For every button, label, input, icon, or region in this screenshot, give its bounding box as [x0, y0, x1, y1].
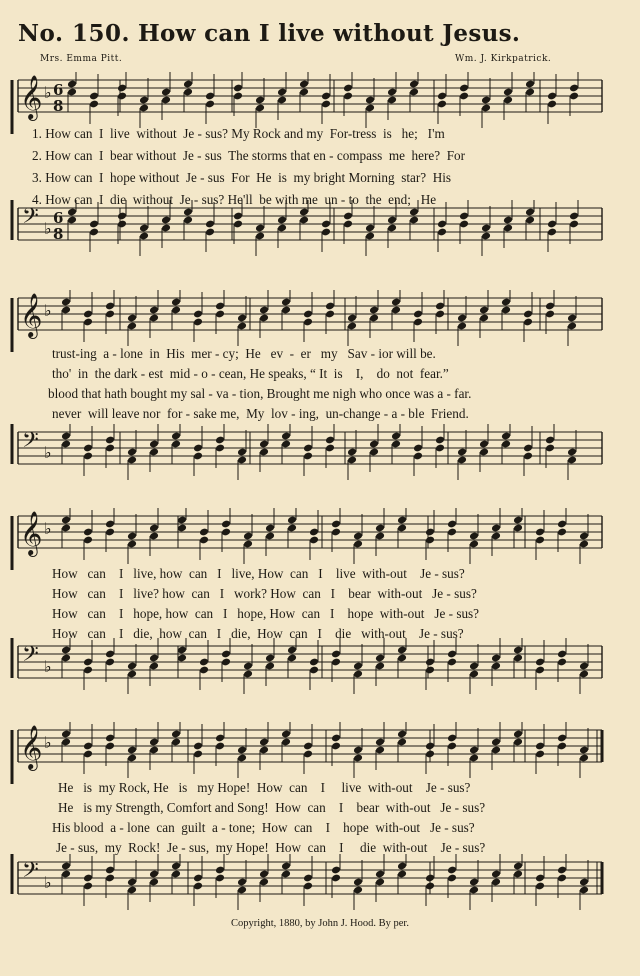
svg-text:𝄢: 𝄢 [22, 204, 39, 234]
lyric-verse-3: blood that hath bought my sal - va - tion, Brought me nigh who once was a - far. [48, 386, 472, 401]
svg-text:𝄞: 𝄞 [20, 293, 43, 337]
lyric-verse-1: trust-ing a - lone in His mer - cy; He ev - er my Sav - ior will be. [52, 346, 436, 361]
lyric-verse-2: How can I live? how can I work? How can I bear with-out Je - sus? [52, 586, 477, 601]
svg-text:𝄞: 𝄞 [20, 75, 43, 119]
lyric-verse-1: How can I live, how can I live, How can I live with-out Je - sus? [52, 566, 465, 581]
svg-text:6: 6 [53, 209, 64, 227]
svg-text:♭: ♭ [44, 733, 52, 752]
svg-text:♭: ♭ [44, 219, 52, 238]
svg-text:♭: ♭ [44, 443, 52, 462]
lyric-verse-2: tho' in the dark - est mid - o - cean, He speaks, “ It is I, do not fear.” [52, 366, 449, 381]
lyric-verse-4: Je - sus, my Rock! Je - sus, my Hope! How can I die with-out Je - sus? [56, 840, 486, 855]
system-2-bass-staff [0, 424, 640, 486]
lyric-verse-4: How can I die, how can I die, How can I die with-out Je - sus? [52, 626, 464, 641]
lyric-verse-4: 4. How can I die without Je - sus? He'll be with me un - to the end; He [32, 192, 437, 207]
composer-credit: Wm. J. Kirkpatrick. [455, 54, 552, 64]
hymn-title: How can I live without Jesus. [138, 20, 521, 47]
system-3-bass-staff [0, 638, 640, 700]
svg-text:♭: ♭ [44, 83, 52, 102]
hymn-number: No. 150. [18, 20, 130, 47]
lyric-verse-4: never will leave nor for - sake me, My lov - ing, un-change - a - ble Friend. [52, 406, 469, 421]
system-4-bass-staff [0, 854, 640, 916]
svg-text:𝄢: 𝄢 [22, 642, 39, 672]
hymn-header [18, 18, 624, 50]
svg-text:♭: ♭ [44, 873, 52, 892]
svg-text:𝄢: 𝄢 [22, 428, 39, 458]
lyric-verse-1: He is my Rock, He is my Hope! How can I live with-out Je - sus? [58, 780, 471, 795]
system-1-bass-staff [0, 200, 640, 262]
lyric-verse-2: 2. How can I bear without Je - sus The storms that en - compass me here? For [32, 148, 466, 163]
svg-text:♭: ♭ [44, 657, 52, 676]
system-4-treble-staff [0, 722, 640, 784]
svg-text:𝄞: 𝄞 [20, 511, 43, 555]
svg-text:𝄢: 𝄢 [22, 858, 39, 888]
svg-text:8: 8 [53, 225, 64, 243]
lyric-verse-3: His blood a - lone can guilt a - tone; How can I hope with-out Je - sus? [52, 820, 475, 835]
svg-text:6: 6 [53, 81, 64, 99]
copyright-notice: Copyright, 1880, by John J. Hood. By per. [231, 918, 409, 929]
system-1-treble-staff [0, 72, 640, 134]
system-2-treble-staff [0, 290, 640, 352]
svg-text:𝄞: 𝄞 [20, 725, 43, 769]
lyric-verse-1: 1. How can I live without Je - sus? My Rock and my For-tress is he; I'm [32, 126, 445, 141]
lyric-verse-3: 3. How can I hope without Je - sus For He is my bright Morning star? His [32, 170, 452, 185]
svg-text:8: 8 [53, 97, 64, 115]
svg-text:♭: ♭ [44, 301, 52, 320]
lyric-verse-3: How can I hope, how can I hope, How can I hope with-out Je - sus? [52, 606, 480, 621]
svg-text:♭: ♭ [44, 519, 52, 538]
lyric-verse-2: He is my Strength, Comfort and Song! How can I bear with-out Je - sus? [58, 800, 486, 815]
lyricist-credit: Mrs. Emma Pitt. [40, 54, 123, 64]
system-3-treble-staff [0, 508, 640, 570]
